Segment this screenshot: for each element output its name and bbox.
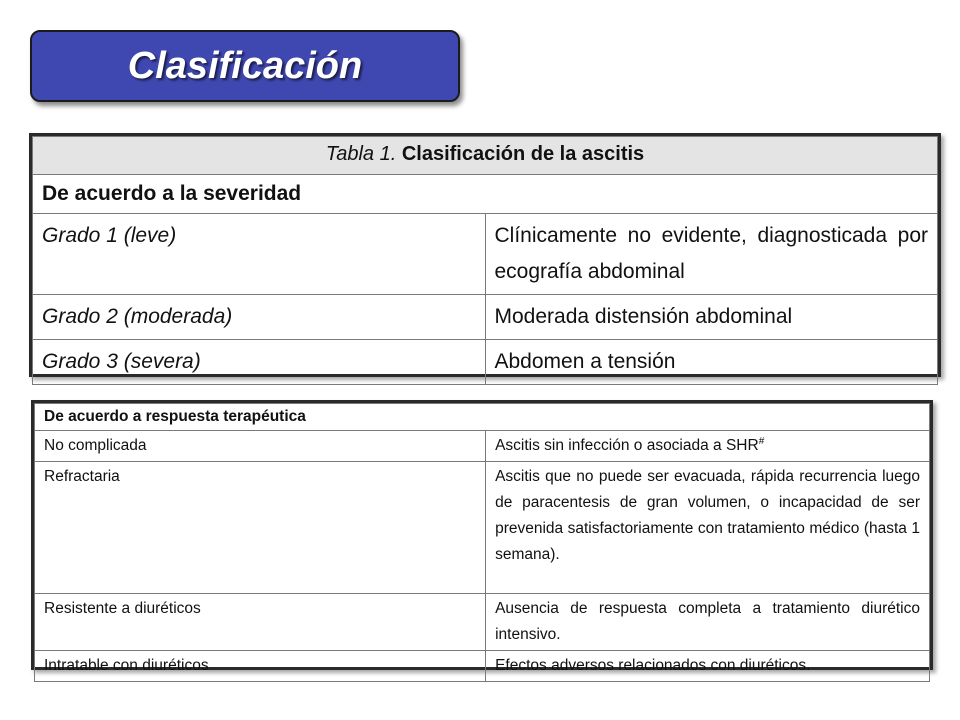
table-caption-prefix: Tabla 1. (325, 143, 397, 165)
response-description: Ascitis que no puede ser evacuada, rápida recurrencia luego de paracentesis de gran volumen, o incapacidad de ser prevenida satisfactoriamente con tratamiento médico (hasta 1 semana). (486, 462, 930, 594)
response-description (486, 431, 930, 462)
section-header-row (35, 404, 930, 431)
table-caption (33, 137, 938, 175)
footnote-marker: # (758, 435, 765, 447)
response-description: Ausencia de respuesta completa a tratamiento diurético intensivo. (486, 594, 930, 651)
section-header-therapeutic: De acuerdo a respuesta terapéutica (35, 404, 930, 431)
grade-label: Grado 2 (moderada) (33, 295, 486, 340)
table-row (35, 431, 930, 462)
response-description-text: Ascitis sin infección o asociada a SHR (495, 437, 759, 454)
section-header-row (33, 175, 938, 214)
table-caption-row (33, 137, 938, 175)
response-description: Efectos adversos relacionados con diuréticos. (486, 651, 930, 682)
grade-description: Abdomen a tensión (485, 340, 938, 385)
table-row (33, 340, 938, 385)
severity-table-frame (29, 133, 941, 377)
response-label: Intratable con diuréticos (35, 651, 486, 682)
severity-classification-table (32, 136, 938, 385)
table-row (35, 594, 930, 651)
therapeutic-table-frame (31, 400, 933, 674)
therapeutic-response-table (34, 403, 930, 682)
response-label: Refractaria (35, 462, 486, 594)
response-label: Resistente a diuréticos (35, 594, 486, 651)
table-caption-title: Clasificación de la ascitis (401, 143, 645, 165)
grade-description: Moderada distensión abdominal (485, 295, 938, 340)
table-row (33, 214, 938, 295)
grade-label: Grado 3 (severa) (33, 340, 486, 385)
table-row (35, 462, 930, 594)
section-header-severity: De acuerdo a la severidad (33, 175, 938, 214)
grade-description: Clínicamente no evidente, diagnosticada por ecografía abdominal (485, 214, 938, 295)
table-row (33, 295, 938, 340)
response-label: No complicada (35, 431, 486, 462)
slide-title: Clasificación (127, 44, 363, 87)
grade-label: Grado 1 (leve) (33, 214, 486, 295)
table-row (35, 651, 930, 682)
slide-title-banner (30, 30, 460, 102)
